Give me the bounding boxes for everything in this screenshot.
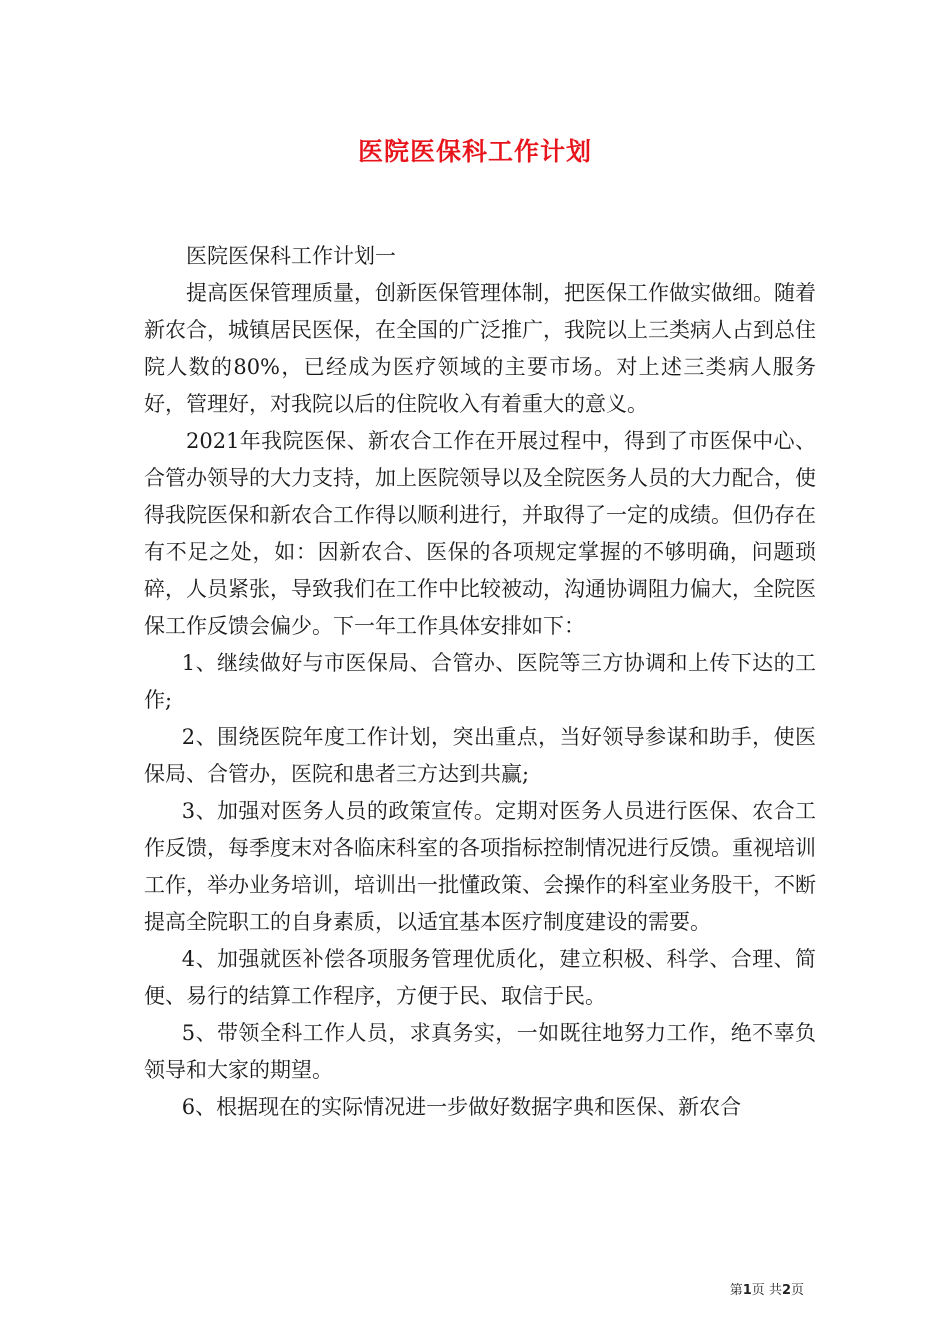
page-suffix: 页 — [790, 1283, 804, 1298]
page-number — [730, 1279, 804, 1298]
document-title: 医院医保科工作计划 — [357, 137, 592, 166]
page-middle: 页 共 — [751, 1283, 782, 1298]
total-pages: 2 — [781, 1283, 791, 1298]
list-item-6: 6、根据现在的实际情况进一步做好数据字典和医保、新农合 — [181, 1095, 742, 1119]
list-item-5: 5、带领全科工作人员，求真务实，一如既往地努力工作，绝不辜负领导和大家的期望。 — [144, 1021, 816, 1082]
section-heading: 医院医保科工作计划一 — [186, 244, 396, 268]
paragraph-intro: 提高医保管理质量，创新医保管理体制，把医保工作做实做细。随着新农合，城镇居民医保，在全国的广泛推广，我院以上三类病人占到总住院人数的80%，已经成为医疗领域的主要市场。对上述三类病人服务好，管理好，对我院以后的住院收入有着重大的意义。 — [144, 281, 816, 416]
paragraph-summary: 2021年我院医保、新农合工作在开展过程中，得到了市医保中心、合管办领导的大力支持，加上医院领导以及全院医务人员的大力配合，使得我院医保和新农合工作得以顺利进行，并取得了一定的成绩。但仍存在有不足之处，如：因新农合、医保的各项规定掌握的不够明确，问题琐碎，人员紧张，导致我们在工作中比较被动，沟通协调阻力偏大，全院医保工作反馈会偏少。下一年工作具体安排如下： — [144, 429, 816, 638]
list-item-2: 2、围绕医院年度工作计划，突出重点，当好领导参谋和助手，使医保局、合管办，医院和患者三方达到共赢; — [144, 725, 816, 786]
current-page: 1 — [742, 1283, 752, 1298]
list-item-3: 3、加强对医务人员的政策宣传。定期对医务人员进行医保、农合工作反馈，每季度末对各临床科室的各项指标控制情况进行反馈。重视培训工作，举办业务培训，培训出一批懂政策、会操作的科室业务股干，不断提高全院职工的自身素质，以适宜基本医疗制度建设的需要。 — [144, 799, 816, 934]
list-item-1: 1、继续做好与市医保局、合管办、医院等三方协调和上传下达的工作; — [144, 651, 816, 712]
document-body — [144, 238, 816, 1126]
page-prefix: 第 — [729, 1283, 743, 1298]
list-item-4: 4、加强就医补偿各项服务管理优质化，建立积极、科学、合理、简便、易行的结算工作程序，方便于民、取信于民。 — [144, 947, 816, 1008]
